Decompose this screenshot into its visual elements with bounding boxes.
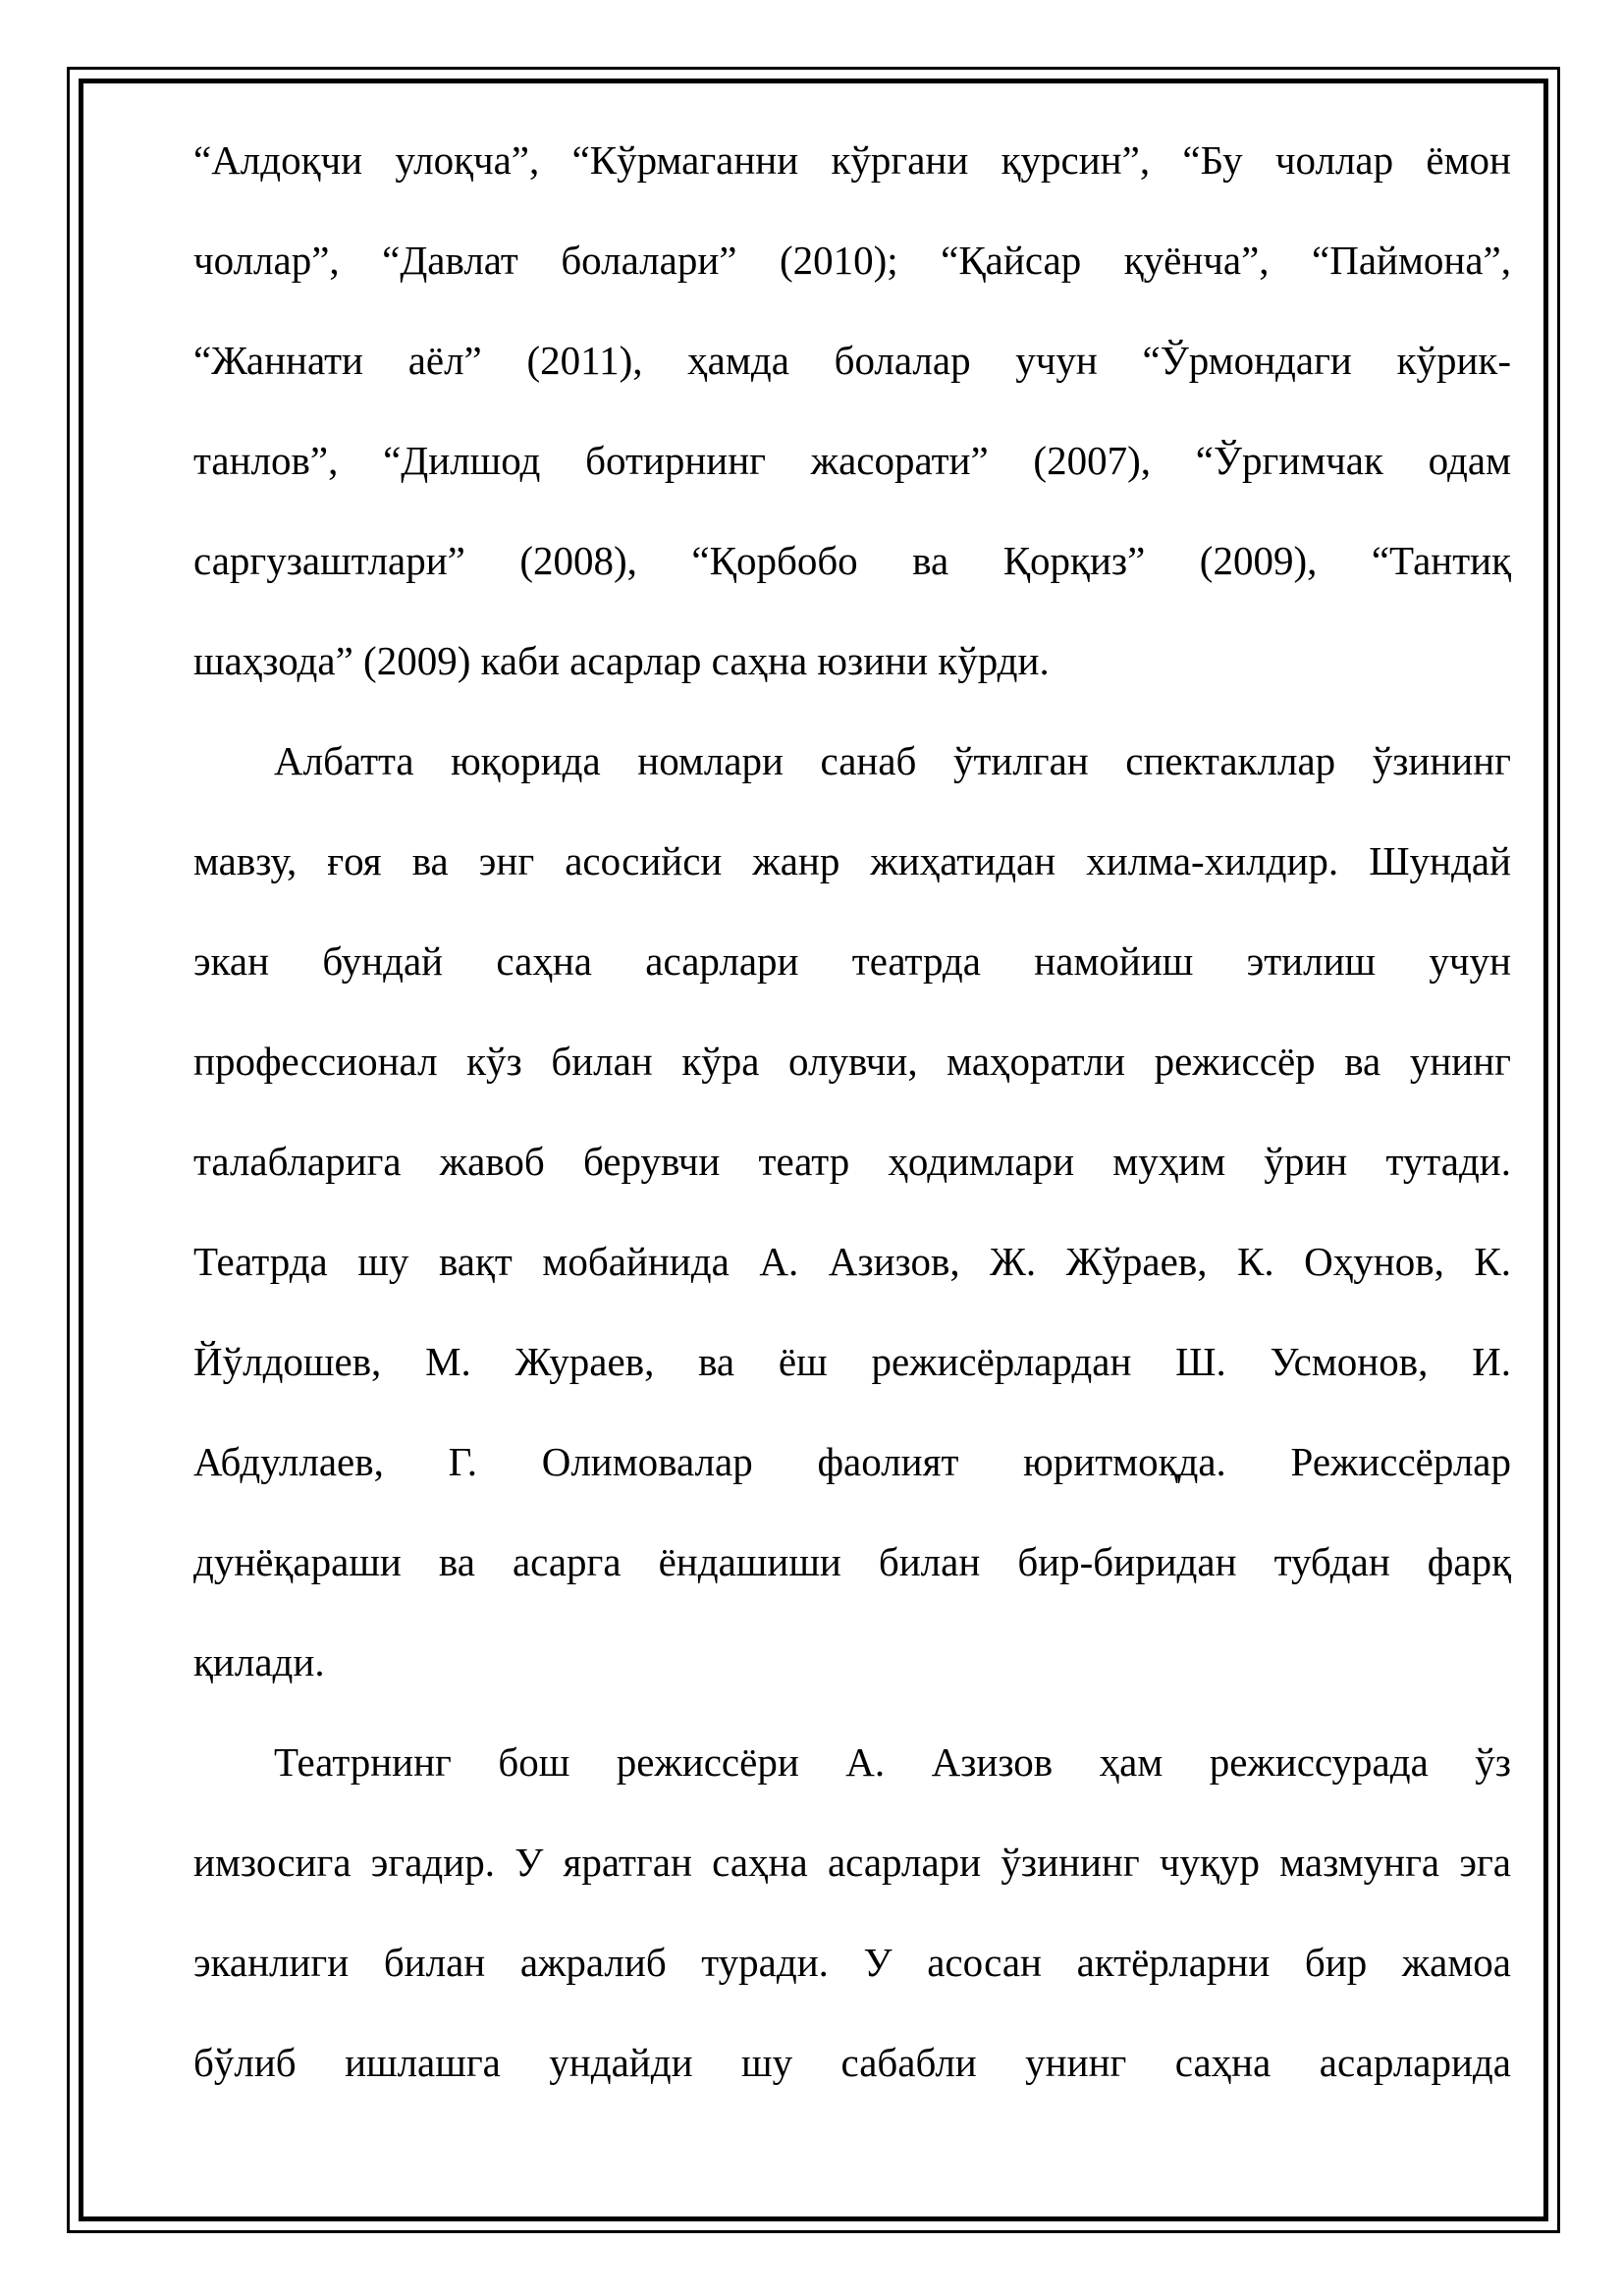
paragraph-1-line-1: “Алдоқчи улоқча”, “Кўрмаганни кўргани қурсин”, “Бу чоллар ёмон: [193, 137, 1511, 183]
paragraph-2-line-6: Театрда шу вақт мобайнида А. Азизов, Ж. Жўраев, К. Оҳунов, К.: [193, 1239, 1511, 1284]
paragraph-1-line-2: чоллар”, “Давлат болалари” (2010); “Қайсар қуёнча”, “Паймона”,: [193, 238, 1511, 283]
paragraph-3-line-3: эканлиги билан ажралиб туради. У асосан актёрларни бир жамоа: [193, 1940, 1511, 1985]
paragraph-1: [193, 130, 1511, 730]
paragraph-1-line-4: танлов”, “Дилшод ботирнинг жасорати” (2007), “Ўргимчак одам: [193, 438, 1511, 483]
paragraph-3-line-2: имзосига эгадир. У яратган саҳна асарлари ўзининг чуқур мазмунга эга: [193, 1840, 1511, 1885]
paragraph-2-line-9: дунёқараши ва асарга ёндашиши билан бир-биридан тубдан фарқ: [193, 1539, 1511, 1584]
paragraph-1-line-5: саргузаштлари” (2008), “Қорбобо ва Қорқиз” (2009), “Тантиқ: [193, 538, 1511, 583]
paragraph-3: [193, 1732, 1511, 2132]
paragraph-2-line-10: қилади.: [193, 1639, 325, 1684]
paragraph-3-line-1: Театрнинг бош режиссёри А. Азизов ҳам режиссурада ўз: [274, 1739, 1511, 1785]
paragraph-2-line-4: профессионал кўз билан кўра олувчи, маҳоратли режиссёр ва унинг: [193, 1039, 1511, 1084]
document-body: [193, 130, 1511, 2132]
paragraph-2-line-5: талабларига жавоб берувчи театр ҳодимлари муҳим ўрин тутади.: [193, 1139, 1511, 1184]
paragraph-2-line-8: Абдуллаев, Г. Олимовалар фаолият юритмоқда. Режиссёрлар: [193, 1439, 1511, 1484]
paragraph-2-line-3: экан бундай саҳна асарлари театрда намойиш этилиш учун: [193, 938, 1511, 984]
paragraph-2: [193, 730, 1511, 1732]
paragraph-2-line-7: Йўлдошев, М. Жураев, ва ёш режисёрлардан Ш. Усмонов, И.: [193, 1339, 1511, 1384]
paragraph-3-line-4: бўлиб ишлашга ундайди шу сабабли унинг саҳна асарларида: [193, 2040, 1511, 2085]
paragraph-2-line-2: мавзу, ғоя ва энг асосийси жанр жиҳатидан хилма-хилдир. Шундай: [193, 838, 1511, 883]
paragraph-1-line-3: “Жаннати аёл” (2011), ҳамда болалар учун “Ўрмондаги кўрик-: [193, 338, 1511, 383]
paragraph-2-line-1: Албатта юқорида номлари санаб ўтилган спектакллар ўзининг: [274, 738, 1511, 783]
paragraph-1-line-6: шаҳзода” (2009) каби асарлар саҳна юзини кўрди.: [193, 638, 1050, 683]
